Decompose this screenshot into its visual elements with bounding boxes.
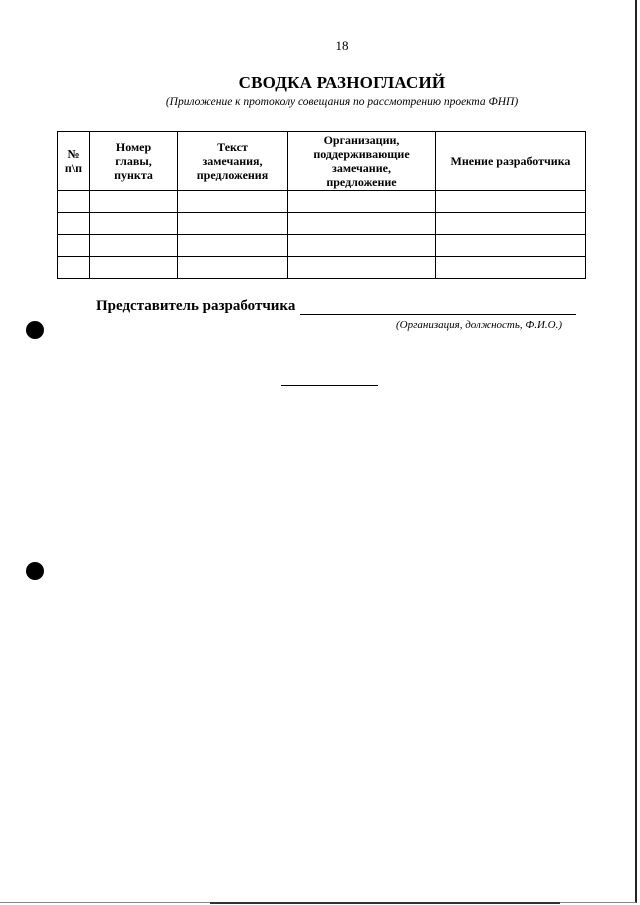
table-cell[interactable] [436, 213, 586, 235]
scan-edge-mark [210, 902, 560, 904]
table-cell[interactable] [436, 235, 586, 257]
table-cell[interactable] [58, 257, 90, 279]
table-header-row [58, 132, 586, 191]
table-cell[interactable] [58, 235, 90, 257]
table-cell[interactable] [90, 213, 178, 235]
table-cell[interactable] [288, 257, 436, 279]
table-row [58, 257, 586, 279]
table-cell[interactable] [90, 191, 178, 213]
page-number: 18 [335, 38, 349, 53]
table-cell[interactable] [288, 191, 436, 213]
table-cell[interactable] [178, 213, 288, 235]
developer-representative-label: Представитель разработчика [96, 298, 296, 314]
header-number: № п\п [58, 132, 90, 191]
table-cell[interactable] [90, 235, 178, 257]
document-title: СВОДКА РАЗНОГЛАСИЙ [238, 73, 446, 92]
signature-hint: (Организация, должность, Ф.И.О.) [395, 319, 562, 331]
table-cell[interactable] [178, 191, 288, 213]
table-cell[interactable] [58, 213, 90, 235]
header-remark-text: Текст замечания, предложения [178, 132, 288, 191]
signature-line[interactable] [300, 314, 576, 315]
punch-hole [26, 562, 44, 580]
table-row [58, 213, 586, 235]
header-organizations: Организации, поддерживающие замечание, предложение [288, 132, 436, 191]
end-rule [281, 385, 378, 386]
header-chapter: Номер главы, пункта [90, 132, 178, 191]
table-cell[interactable] [288, 213, 436, 235]
table-cell[interactable] [288, 235, 436, 257]
table-row [58, 191, 586, 213]
header-developer-opinion: Мнение разработчика [436, 132, 586, 191]
table-cell[interactable] [178, 235, 288, 257]
table-cell[interactable] [436, 257, 586, 279]
table-cell[interactable] [58, 191, 90, 213]
table-cell[interactable] [436, 191, 586, 213]
document-subtitle: (Приложение к протоколу совещания по рассмотрению проекта ФНП) [165, 96, 519, 108]
table-cell[interactable] [178, 257, 288, 279]
punch-hole [26, 321, 44, 339]
table-cell[interactable] [90, 257, 178, 279]
disagreement-table [57, 131, 586, 279]
table-row [58, 235, 586, 257]
